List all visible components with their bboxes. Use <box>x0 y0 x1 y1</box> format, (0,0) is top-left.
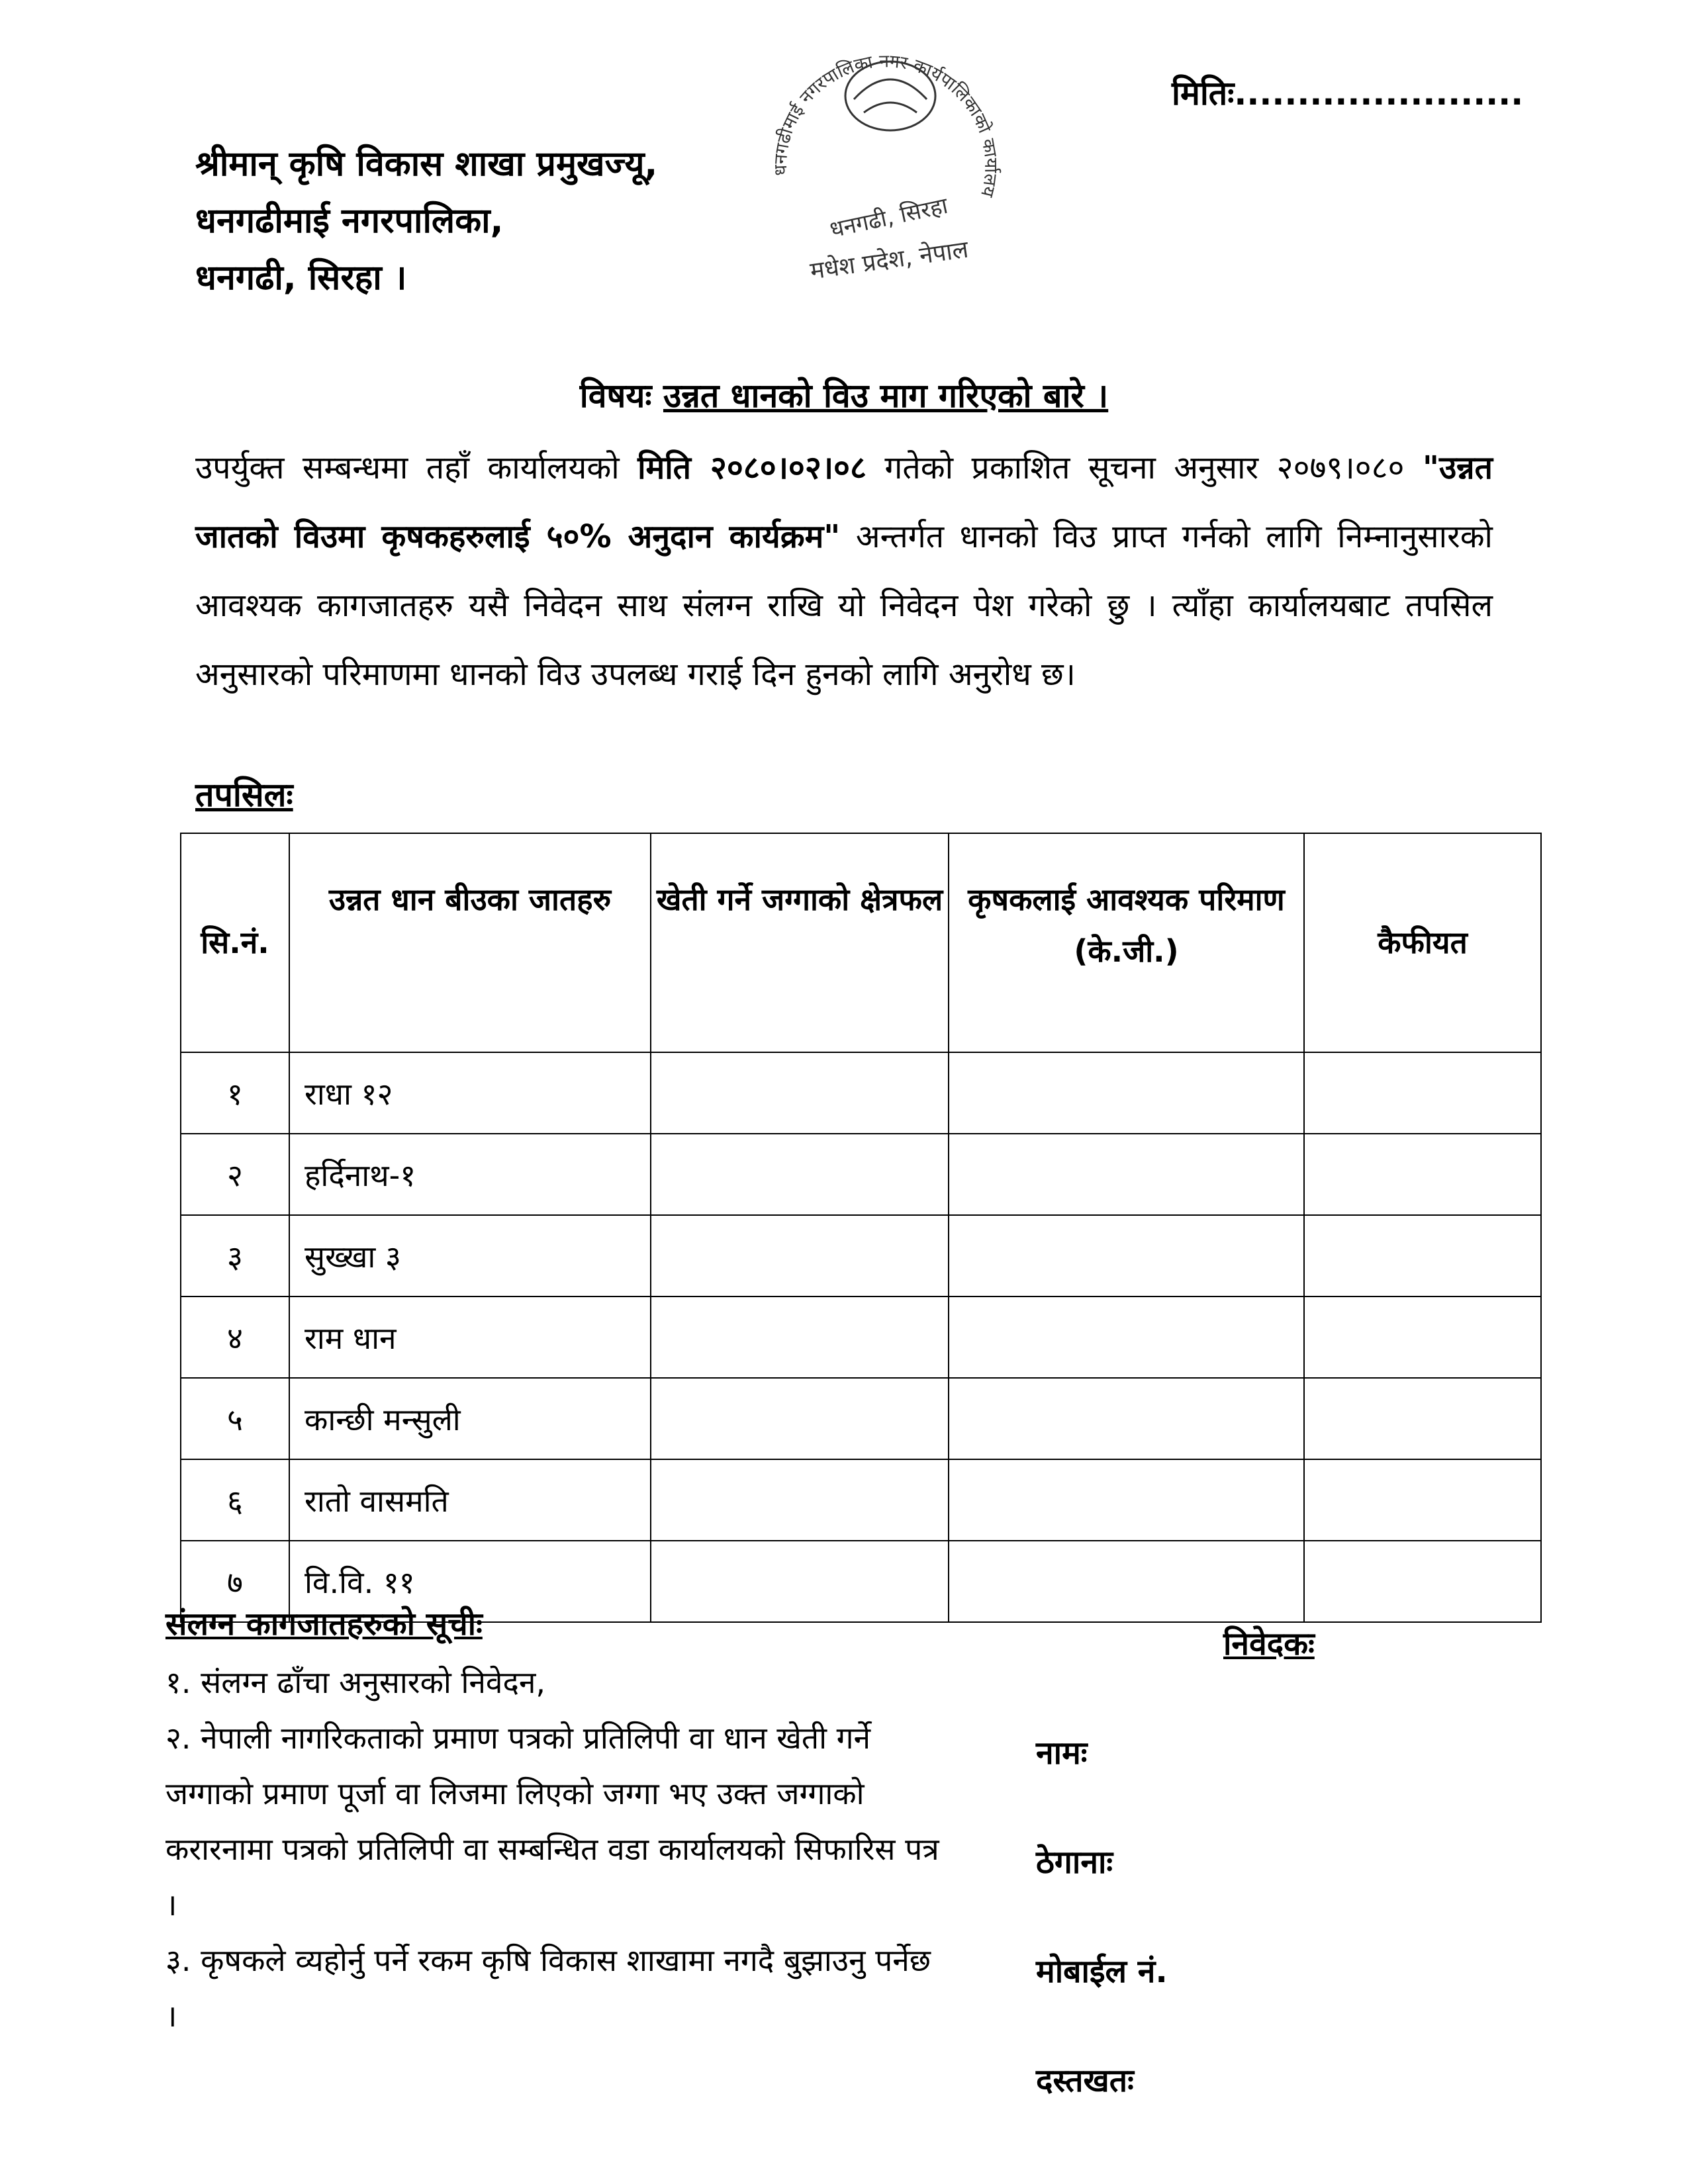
cell-variety: सुख्खा ३ <box>289 1215 651 1297</box>
cell-remarks[interactable] <box>1304 1134 1541 1215</box>
body-program-bold: "उन्नत जातको विउमा कृषकहरुलाई ५०% अनुदान कार्यक्रम" <box>195 449 1493 555</box>
date-field <box>1172 69 1523 114</box>
table-row <box>181 1215 1541 1297</box>
cell-area[interactable] <box>651 1541 949 1622</box>
subject-line <box>0 372 1688 417</box>
cell-quantity[interactable] <box>949 1052 1304 1134</box>
cell-remarks[interactable] <box>1304 1378 1541 1459</box>
cell-variety: राम धान <box>289 1297 651 1378</box>
applicant-heading: निवेदकः <box>1223 1625 1315 1662</box>
office-seal-stamp <box>748 33 1026 298</box>
seal-text-bottom: मधेश प्रदेश, नेपाल <box>808 236 970 285</box>
svg-text:धनगढीमाई नगरपालिका नगर कार्यपा <box>771 51 1002 200</box>
seal-text-inner: धनगढी, सिरहा <box>827 192 951 244</box>
cell-sn: ७ <box>181 1541 289 1622</box>
table-row <box>181 1459 1541 1541</box>
header-quantity: कृषकलाई आवश्यक परिमाण (के.जी.) <box>949 833 1304 1052</box>
cell-area[interactable] <box>651 1297 949 1378</box>
addressee-line-1: श्रीमान् कृषि विकास शाखा प्रमुखज्यू, <box>195 144 658 184</box>
applicant-name-field: नामः <box>1036 1735 1088 1772</box>
tapsil-heading: तपसिलः <box>195 776 293 814</box>
cell-variety: रातो वासमति <box>289 1459 651 1541</box>
date-label: मितिः <box>1172 74 1235 113</box>
table-row <box>181 1134 1541 1215</box>
cell-remarks[interactable] <box>1304 1459 1541 1541</box>
cell-sn: ६ <box>181 1459 289 1541</box>
header-variety: उन्नत धान बीउका जातहरु <box>289 833 651 1052</box>
table-row <box>181 1378 1541 1459</box>
attachment-item: २. नेपाली नागरिकताको प्रमाण पत्रको प्रतिलिपी वा धान खेती गर्ने जग्गाको प्रमाण पूर्जा वा लिजमा लिएको जग्गा भए उक्त जग्गाको करारनामा पत्रको प्रतिलिपी वा सम्बन्धित वडा कार्यालयको सिफारिस पत्र । <box>165 1720 939 1923</box>
applicant-address-field: ठेगानाः <box>1036 1844 1113 1881</box>
cell-quantity[interactable] <box>949 1297 1304 1378</box>
body-part-3: गतेको प्रकाशित सूचना अनुसार २०७९।०८० <box>884 449 1405 486</box>
table-row <box>181 1297 1541 1378</box>
seed-request-table <box>180 833 1542 1623</box>
addressee-block <box>195 136 657 306</box>
seal-text-outer: धनगढीमाई नगरपालिका नगर कार्यपालिकाको कार्यालय <box>770 51 1002 199</box>
cell-sn: ३ <box>181 1215 289 1297</box>
cell-area[interactable] <box>651 1459 949 1541</box>
body-part-1: उपर्युक्त सम्बन्धमा तहाँ कार्यालयको <box>195 449 620 486</box>
applicant-mobile-field: मोबाईल नं. <box>1036 1953 1168 1990</box>
cell-remarks[interactable] <box>1304 1052 1541 1134</box>
header-remarks: कैफीयत <box>1304 833 1541 1052</box>
cell-quantity[interactable] <box>949 1541 1304 1622</box>
header-area: खेती गर्ने जग्गाको क्षेत्रफल <box>651 833 949 1052</box>
addressee-line-2: धनगढीमाई नगरपालिका, <box>195 201 504 241</box>
cell-remarks[interactable] <box>1304 1541 1541 1622</box>
applicant-signature-field: दस्तखतः <box>1036 2062 1134 2099</box>
cell-area[interactable] <box>651 1378 949 1459</box>
body-part-5: अन्तर्गत धानको विउ प्राप्त गर्नको लागि निम्नानुसारको आवश्यक कागजातहरु यसै निवेदन साथ संलग्न राखि यो निवेदन पेश गरेको छु । त्याँहा कार्यालयबाट तपसिल अनुसारको परिमाणमा धानको विउ उपलब्ध गराई दिन हुनको लागि अनुरोध छ। <box>195 518 1493 693</box>
subject-text: उन्नत धानको विउ माग गरिएको बारे । <box>663 377 1109 415</box>
body-date-bold: मिति २०८०।०२।०८ <box>637 449 867 486</box>
cell-area[interactable] <box>651 1215 949 1297</box>
attachments-list <box>165 1655 940 2044</box>
cell-variety: वि.वि. ११ <box>289 1541 651 1622</box>
cell-area[interactable] <box>651 1052 949 1134</box>
subject-label: विषयः <box>579 377 652 415</box>
attachment-item: ३. कृषकले व्यहोर्नु पर्ने रकम कृषि विकास शाखामा नगदै बुझाउनु पर्नेछ । <box>165 1942 931 2034</box>
cell-sn: ४ <box>181 1297 289 1378</box>
cell-variety: कान्छी मन्सुली <box>289 1378 651 1459</box>
cell-sn: २ <box>181 1134 289 1215</box>
cell-sn: १ <box>181 1052 289 1134</box>
addressee-line-3: धनगढी, सिरहा । <box>195 258 407 298</box>
cell-variety: राधा १२ <box>289 1052 651 1134</box>
cell-quantity[interactable] <box>949 1134 1304 1215</box>
cell-variety: हर्दिनाथ-१ <box>289 1134 651 1215</box>
body-paragraph <box>195 433 1493 709</box>
cell-quantity[interactable] <box>949 1215 1304 1297</box>
cell-quantity[interactable] <box>949 1378 1304 1459</box>
cell-remarks[interactable] <box>1304 1297 1541 1378</box>
header-sn: सि.नं. <box>181 833 289 1052</box>
table-row <box>181 1052 1541 1134</box>
attachments-heading: संलग्न कागजातहरुको सूचीः <box>165 1606 483 1643</box>
table-header-row <box>181 833 1541 1052</box>
cell-sn: ५ <box>181 1378 289 1459</box>
cell-area[interactable] <box>651 1134 949 1215</box>
date-blank: ....................... <box>1234 74 1524 113</box>
cell-quantity[interactable] <box>949 1459 1304 1541</box>
cell-remarks[interactable] <box>1304 1215 1541 1297</box>
attachment-item: १. संलग्न ढाँचा अनुसारको निवेदन, <box>165 1664 546 1700</box>
